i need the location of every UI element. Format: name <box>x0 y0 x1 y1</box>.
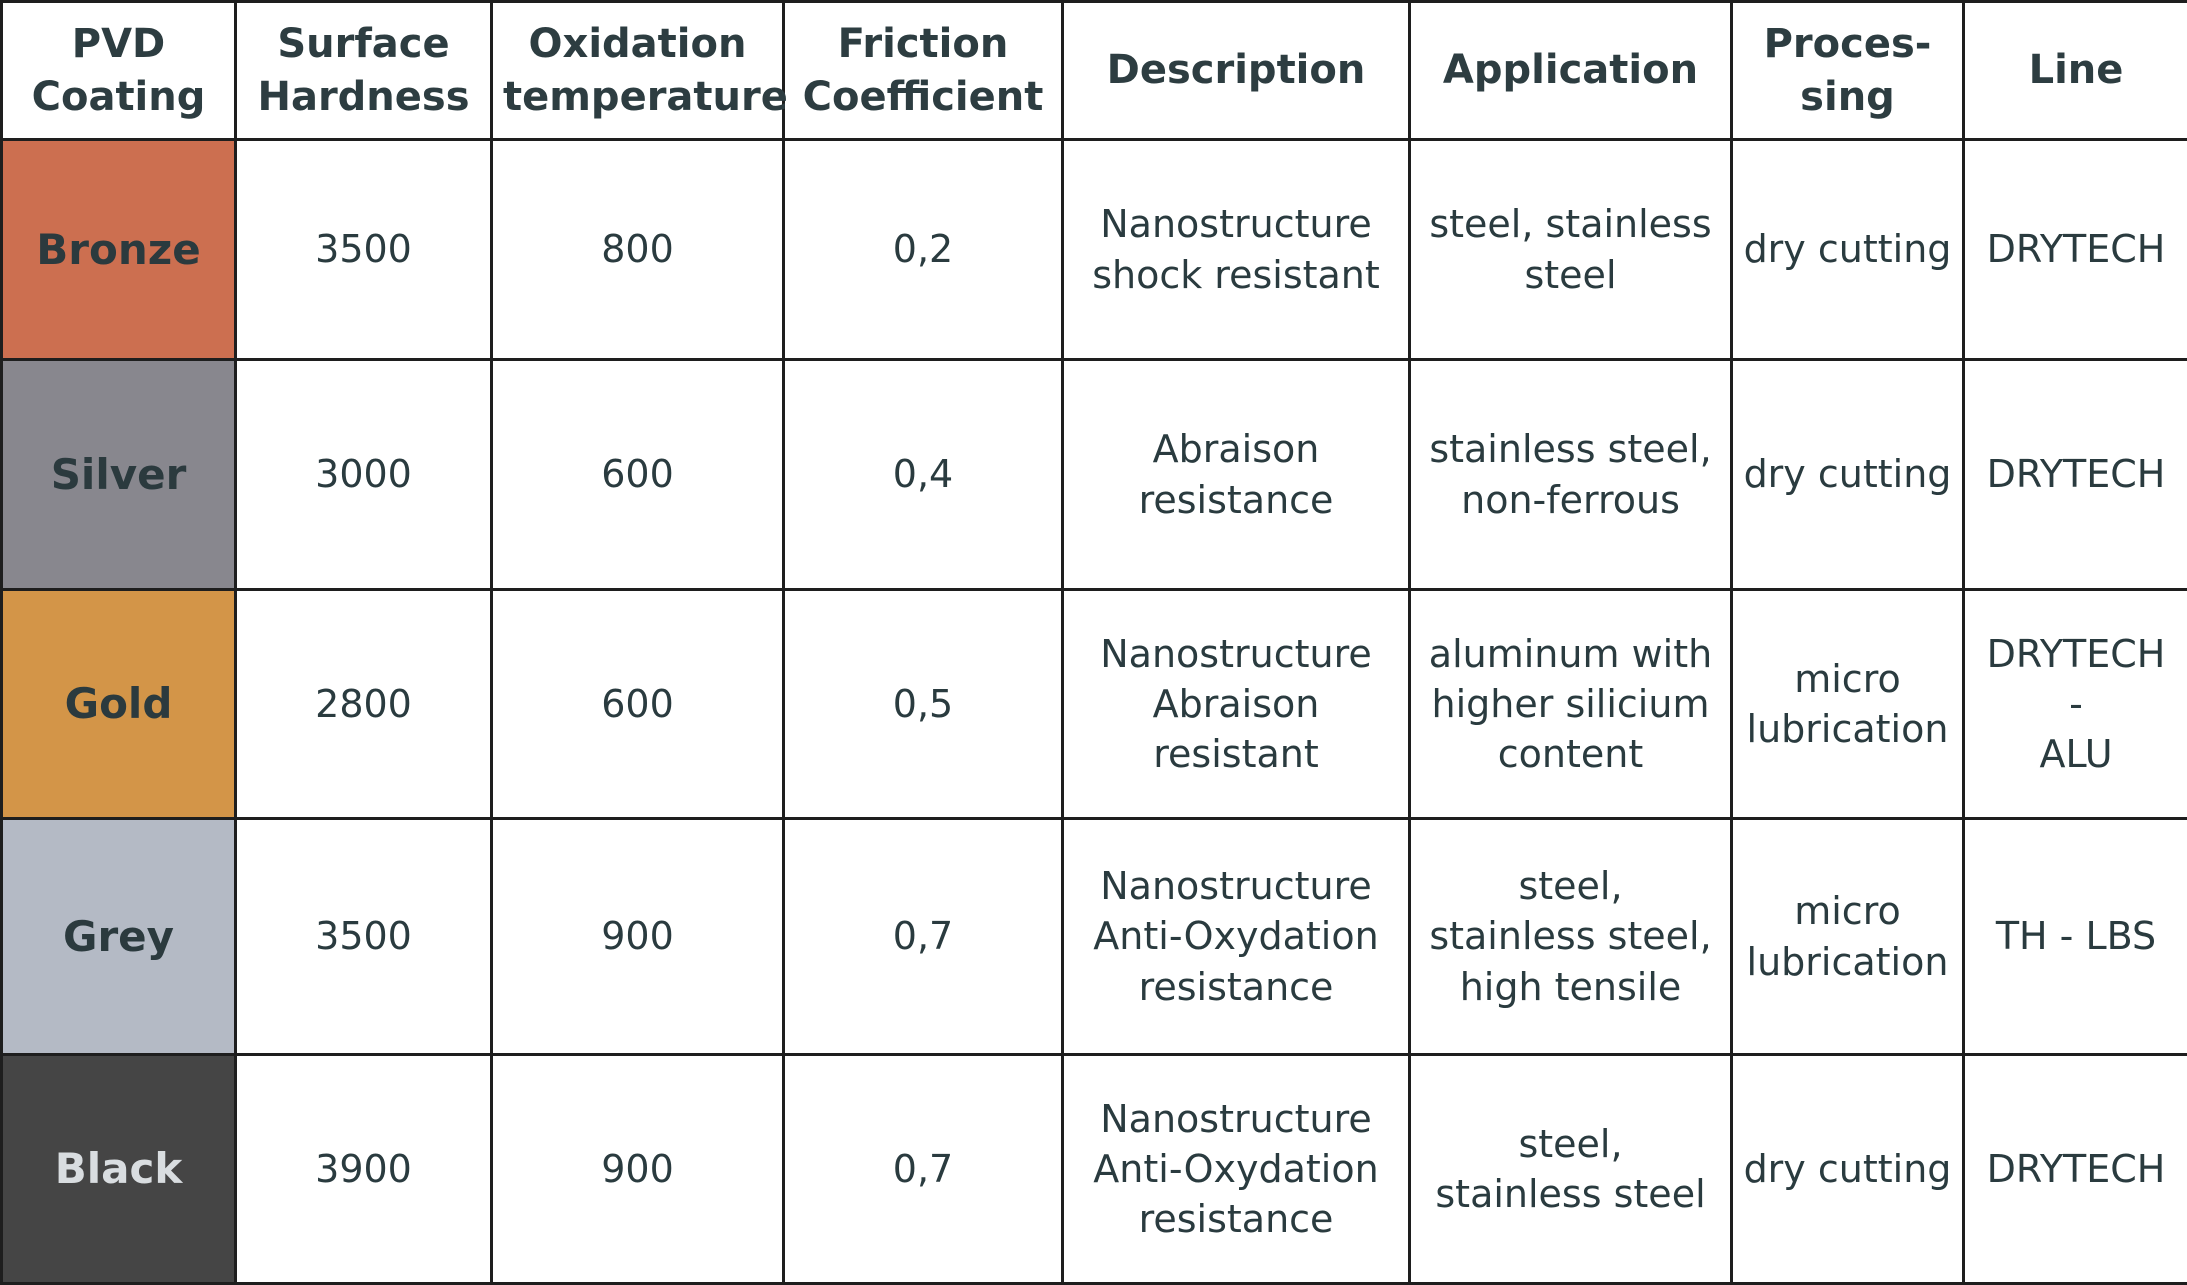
header-text: Surface <box>247 18 480 71</box>
cell-friction: 0,4 <box>784 360 1063 590</box>
header-pvd-coating <box>2 2 236 140</box>
cell-processing-text: dry cutting <box>1743 1144 1952 1194</box>
cell-processing-text: dry cutting <box>1743 224 1952 274</box>
cell-description-text: Anti-Oxydation <box>1074 1144 1398 1194</box>
cell-line-text: TH - LBS <box>1975 911 2177 961</box>
cell-application-text: steel, <box>1421 861 1720 911</box>
header-text: Coating <box>13 71 224 124</box>
header-line <box>1964 2 2187 140</box>
cell-friction: 0,7 <box>784 1055 1063 1284</box>
cell-line <box>1964 360 2187 590</box>
cell-application <box>1410 360 1732 590</box>
cell-line-text: DRYTECH <box>1975 224 2177 274</box>
cell-application-text: higher silicium <box>1421 679 1720 729</box>
header-text: temperature <box>503 71 772 124</box>
cell-application <box>1410 590 1732 819</box>
header-text: Hardness <box>247 71 480 124</box>
coating-swatch-cell: Bronze <box>2 140 236 360</box>
cell-application-text: steel, <box>1421 1119 1720 1169</box>
coating-swatch-cell: Gold <box>2 590 236 819</box>
header-text: Application <box>1421 44 1720 97</box>
header-processing <box>1732 2 1964 140</box>
header-text: PVD <box>13 18 224 71</box>
coating-swatch-cell: Black <box>2 1055 236 1284</box>
cell-line <box>1964 590 2187 819</box>
cell-line-text: DRYTECH <box>1975 449 2177 499</box>
header-row <box>2 2 2187 140</box>
cell-line <box>1964 1055 2187 1284</box>
cell-description-text: Nanostructure <box>1074 199 1398 249</box>
cell-description <box>1063 590 1410 819</box>
header-oxidation-temperature <box>492 2 784 140</box>
table-row <box>2 590 2187 819</box>
cell-application-text: aluminum with <box>1421 629 1720 679</box>
coating-swatch-cell: Silver <box>2 360 236 590</box>
header-text: Line <box>1975 44 2177 97</box>
cell-line-text: DRYTECH <box>1975 1144 2177 1194</box>
cell-hardness: 3000 <box>236 360 492 590</box>
cell-processing <box>1732 140 1964 360</box>
cell-processing-text: micro <box>1743 654 1952 704</box>
cell-oxidation: 600 <box>492 590 784 819</box>
header-text: sing <box>1743 71 1952 124</box>
header-friction-coefficient <box>784 2 1063 140</box>
cell-application-text: non-ferrous <box>1421 475 1720 525</box>
table-body <box>2 140 2187 1284</box>
cell-description <box>1063 1055 1410 1284</box>
cell-description-text: shock resistant <box>1074 250 1398 300</box>
cell-friction: 0,7 <box>784 819 1063 1055</box>
cell-processing <box>1732 590 1964 819</box>
header-text: Proces- <box>1743 18 1952 71</box>
cell-description-text: Abraison resistant <box>1074 679 1398 779</box>
header-text: Oxidation <box>503 18 772 71</box>
header-text: Coefficient <box>795 71 1051 124</box>
cell-application <box>1410 1055 1732 1284</box>
cell-processing-text: micro <box>1743 886 1952 936</box>
cell-description <box>1063 360 1410 590</box>
cell-friction: 0,2 <box>784 140 1063 360</box>
cell-line <box>1964 140 2187 360</box>
cell-description-text: Anti-Oxydation <box>1074 911 1398 961</box>
cell-application-text: content <box>1421 729 1720 779</box>
coating-swatch-cell: Grey <box>2 819 236 1055</box>
cell-application-text: stainless steel, <box>1421 424 1720 474</box>
cell-application-text: steel, stainless <box>1421 199 1720 249</box>
cell-line <box>1964 819 2187 1055</box>
cell-application-text: high tensile <box>1421 962 1720 1012</box>
cell-application <box>1410 140 1732 360</box>
cell-application-text: steel <box>1421 250 1720 300</box>
cell-friction: 0,5 <box>784 590 1063 819</box>
header-application <box>1410 2 1732 140</box>
cell-description-text: Nanostructure <box>1074 861 1398 911</box>
cell-description <box>1063 140 1410 360</box>
cell-line-text: ALU <box>1975 729 2177 779</box>
header-description <box>1063 2 1410 140</box>
cell-processing-text: dry cutting <box>1743 449 1952 499</box>
cell-oxidation: 900 <box>492 1055 784 1284</box>
cell-processing <box>1732 360 1964 590</box>
header-text: Friction <box>795 18 1051 71</box>
cell-line-text: DRYTECH - <box>1975 629 2177 729</box>
table-row <box>2 140 2187 360</box>
cell-application-text: stainless steel <box>1421 1169 1720 1219</box>
cell-oxidation: 600 <box>492 360 784 590</box>
table-row <box>2 819 2187 1055</box>
table-row <box>2 360 2187 590</box>
cell-hardness: 3500 <box>236 140 492 360</box>
cell-application <box>1410 819 1732 1055</box>
header-text: Description <box>1074 44 1398 97</box>
cell-oxidation: 800 <box>492 140 784 360</box>
cell-description-text: resistance <box>1074 475 1398 525</box>
cell-processing-text: lubrication <box>1743 937 1952 987</box>
cell-hardness: 3900 <box>236 1055 492 1284</box>
cell-description <box>1063 819 1410 1055</box>
cell-description-text: Nanostructure <box>1074 629 1398 679</box>
cell-description-text: Abraison <box>1074 424 1398 474</box>
cell-description-text: Nanostructure <box>1074 1094 1398 1144</box>
cell-description-text: resistance <box>1074 962 1398 1012</box>
cell-processing <box>1732 1055 1964 1284</box>
cell-description-text: resistance <box>1074 1194 1398 1244</box>
cell-hardness: 3500 <box>236 819 492 1055</box>
cell-processing-text: lubrication <box>1743 704 1952 754</box>
cell-hardness: 2800 <box>236 590 492 819</box>
cell-application-text: stainless steel, <box>1421 911 1720 961</box>
cell-oxidation: 900 <box>492 819 784 1055</box>
table-row <box>2 1055 2187 1284</box>
cell-processing <box>1732 819 1964 1055</box>
header-surface-hardness <box>236 2 492 140</box>
